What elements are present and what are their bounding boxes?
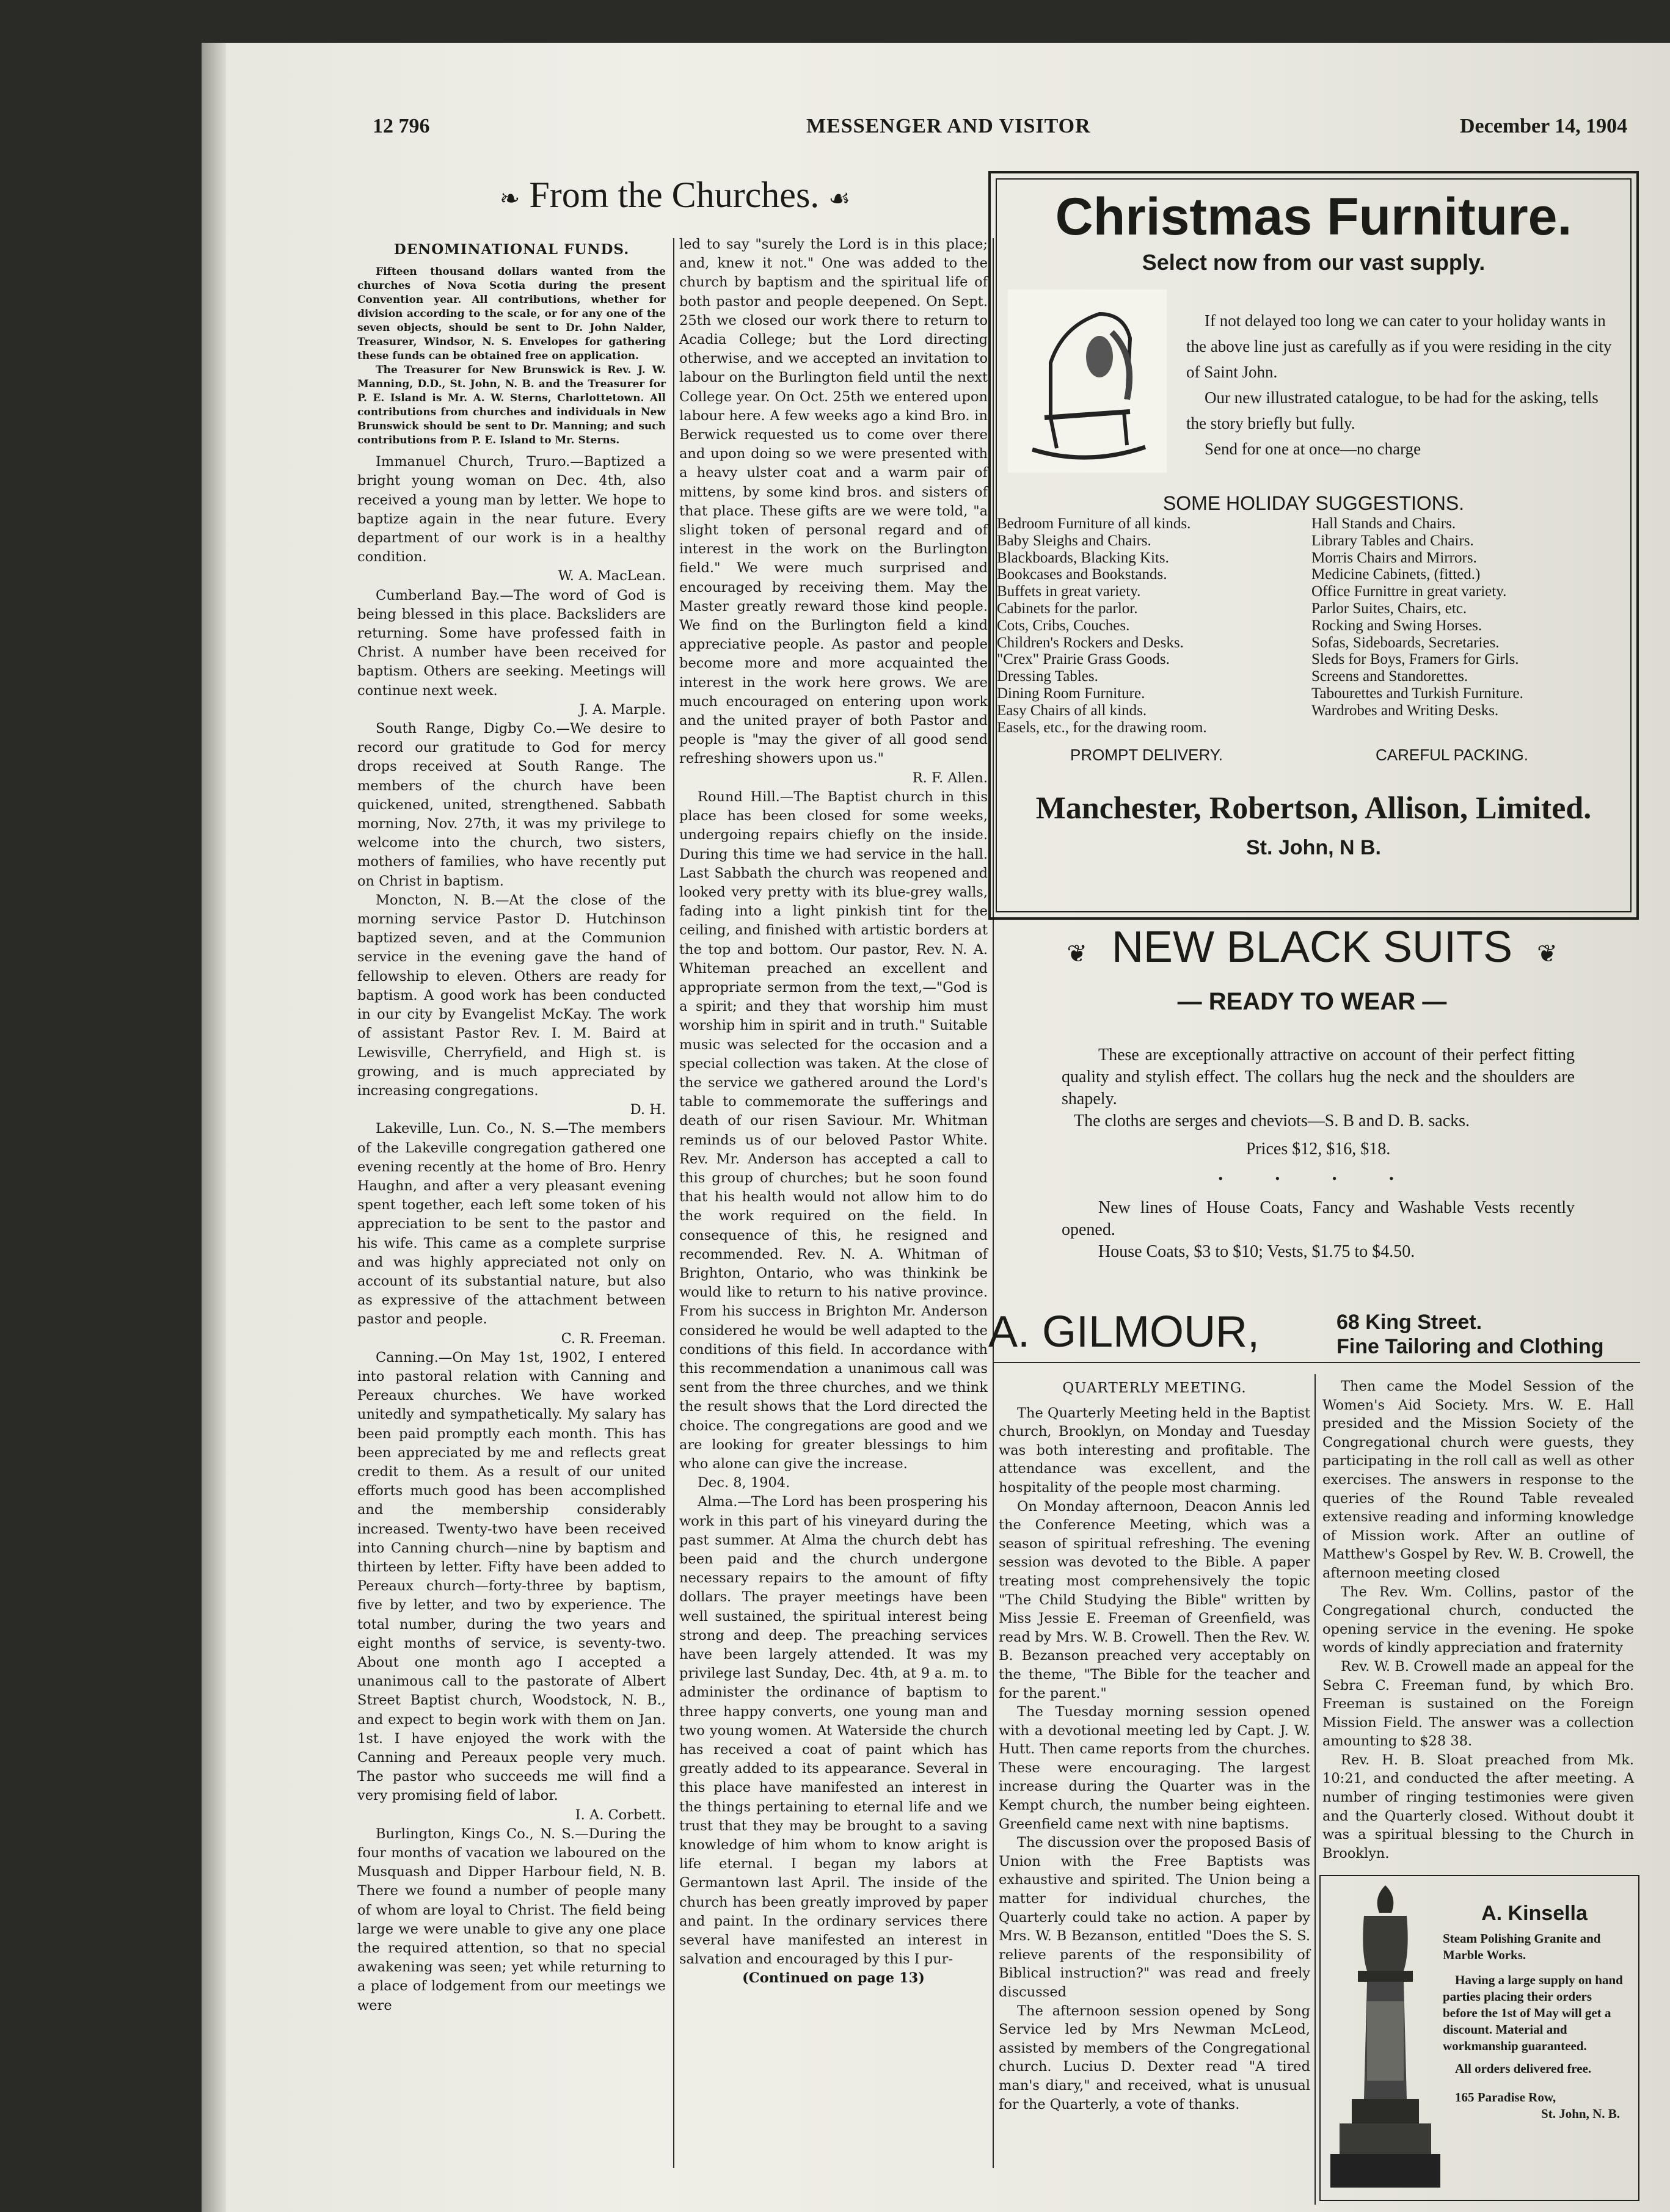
list-item: Rocking and Swing Horses. <box>1311 617 1482 634</box>
suits-divider: • • • • <box>1218 1171 1418 1186</box>
report-lakeville: Lakeville, Lun. Co., N. S.—The members of the Lakeville congregation gathered one evening recently at the home of Bro. Henry Haughn, and after a very pleasant evening spent together, each left some token of his appreciation to be sent to the pastor and his wife. This came as a complete surprise and was highly appreciated not only on account of its substantial nature, but also as expressive of the attachment between pastor and people. <box>357 1121 666 1328</box>
list-item: Wardrobes and Writing Desks. <box>1311 702 1499 719</box>
list-item: Easels, etc., for the drawing room. <box>997 719 1207 736</box>
quarterly-p3: The Tuesday morning session opened with a devotional meeting led by Capt. J. W. Hutt. Then came reports from the churches. These were encouraging. The largest increase during the Quarter was in the Kempt church, the number being eighteen. Greenfield came next with nine baptisms. <box>999 1704 1310 1832</box>
ad-title: Christmas Furniture. <box>1055 187 1572 246</box>
signature-dh: D. H. <box>630 1102 666 1118</box>
suits-subtitle: — READY TO WEAR — <box>1177 988 1447 1015</box>
list-item: Dining Room Furniture. <box>997 685 1145 702</box>
ad-black-suits <box>988 922 1636 1368</box>
quarterly-heading: QUARTERLY MEETING. <box>1062 1380 1247 1396</box>
rocking-chair-icon <box>1008 289 1167 473</box>
list-item: Bedroom Furniture of all kinds. <box>997 515 1191 532</box>
ad-body-3: Send for one at once—no charge <box>1205 440 1421 458</box>
report-alma: Alma.—The Lord has been prospering his work in this part of his vineyard during the past summer. At Alma the church debt has been paid and the church undergone necessary repairs to the amount of fifty dollars. The prayer meetings have been well sustained, the spiritual interest being strong and deep. The preaching services have been largely attended. It was my privilege last Sunday, Dec. 4th, at 9 a. m. to administer the ordinance of baptism to three happy converts, one young man and two young women. At Waterside the church has received a coat of paint which has greatly added to its appearance. Several in this place have manifested an interest in the things pertaining to eternal life and we trust that they may be brought to a saving knowledge of him whom to know aright is life eternal. I began my labors at Germantown last April. The inside of the church has been greatly improved by paper and paint. In the ordinary services there several have manifested an interest in salvation and encouraged by this I pur- <box>679 1494 988 1968</box>
list-item: Library Tables and Chairs. <box>1311 532 1474 549</box>
list-item: Parlor Suites, Chairs, etc. <box>1311 600 1467 617</box>
gilmour-name: A. GILMOUR, <box>988 1308 1260 1356</box>
suggestions-heading: SOME HOLIDAY SUGGESTIONS. <box>1162 492 1465 514</box>
list-item: Office Furnittre in great variety. <box>1311 583 1507 600</box>
quarterly-p1: The Quarterly Meeting held in the Baptist church, Brooklyn, on Monday and Tuesday was both interesting and profitable. The attendance was excellent, and the hospitality of the people most charming. <box>999 1405 1310 1496</box>
quarterly-p2: On Monday afternoon, Deacon Annis led the Conference Meeting, which was a season of spiritual refreshing. The evening session was devoted to the Bible. A paper treating most comprehensively the topic "The Child Studying the Bible" written by Miss Jessie E. Freeman of Greenfield, was read by Mrs. W. B. Crowell. Then the Rev. W. B. Bezanson preached very acceptably on the theme, "The Bible for the teacher and for the parent." <box>999 1498 1310 1701</box>
section-title: ❧ From the Churches. ☙ <box>499 175 851 215</box>
report-burlington: Burlington, Kings Co., N. S.—During the four months of vacation we laboured on the Musquash and Dipper Harbour field, N. B. There we found a number of people many of whom are loyal to Christ. The field being large we were unable to give any one place the required attention, so that no special awakening was seen; yet while returning to a place of lodgement from our meetings we were <box>357 1825 666 2014</box>
column-3 <box>999 1374 1310 2114</box>
leaf-right-icon: ❦ <box>1537 940 1558 967</box>
gilmour-address <box>1336 1310 1604 1359</box>
suits-body-4: House Coats, $3 to $10; Vests, $1.75 to $4.50. <box>1098 1242 1415 1261</box>
suggestions-left-list <box>997 515 1207 736</box>
list-item: Sleds for Boys, Framers for Girls. <box>1311 651 1519 668</box>
funds-treasurer-notice: The Treasurer for New Brunswick is Rev. J. W. Manning, D.D., St. John, N. B. and the Treasurer for P. E. Island is Mr. A. W. Sterns, Charlottetown. All contributions from churches and individuals in New Brunswick should be sent to Dr. Manning; and such contributions from P. E. Island to Mr. Sterns. <box>357 364 666 447</box>
kinsella-address-1: 165 Paradise Row, <box>1455 2090 1556 2105</box>
list-item: Cabinets for the parlor. <box>997 600 1138 617</box>
company-name: Manchester, Robertson, Allison, Limited. <box>1035 791 1592 826</box>
quarterly-p5: The afternoon session opened by Song Service led by Mrs Newman McLeod, assisted by members of the Congregational church. Lucius D. Dexter read "A tired man's diary," and received, what is unusual for the Quarterly, a vote of thanks. <box>999 2003 1310 2112</box>
kinsella-delivery: All orders delivered free. <box>1455 2061 1592 2076</box>
kinsella-body: Having a large supply on hand parties placing their orders before the 1st of May will get a discount. Material and workmanship guaranteed. <box>1443 1973 1623 2053</box>
signature-maclean: W. A. MacLean. <box>558 568 666 584</box>
prompt-delivery: PROMPT DELIVERY. <box>1070 746 1223 764</box>
list-item: Blackboards, Blacking Kits. <box>997 549 1169 566</box>
column-1 <box>357 235 666 2015</box>
list-item: Dressing Tables. <box>997 668 1098 685</box>
list-item: Children's Rockers and Desks. <box>997 634 1184 651</box>
page-number: 12 796 <box>373 115 430 137</box>
ad-body-1: If not delayed too long we can cater to your holiday wants in the above line just as carefully as if you were residing in the city of Saint John. <box>1186 311 1612 381</box>
quarterly-p7: The Rev. Wm. Collins, pastor of the Congregational church, conducted the opening service in the evening. He spoke words of kindly appreciation and fraternity <box>1322 1584 1634 1656</box>
ad-body <box>1186 308 1620 462</box>
suits-body-3: New lines of House Coats, Fancy and Washable Vests recently opened. <box>1062 1198 1575 1239</box>
suits-body <box>1062 1044 1575 1263</box>
list-item: Medicine Cabinets, (fitted.) <box>1311 566 1481 583</box>
signature-freeman: C. R. Freeman. <box>561 1330 666 1347</box>
list-item: Baby Sleighs and Chairs. <box>997 532 1151 549</box>
kinsella-address-2: St. John, N. B. <box>1541 2106 1620 2121</box>
quarterly-p8: Rev. W. B. Crowell made an appeal for the Sebra C. Freeman fund, by which Bro. Freeman is sustained on the Foreign Mission Field. The answer was a collection amounting to $28 38. <box>1322 1658 1634 1750</box>
page-header <box>202 115 1670 151</box>
list-item: Sofas, Sideboards, Secretaries. <box>1311 634 1500 651</box>
page-binding-shadow <box>202 43 226 2212</box>
column-rule-3 <box>1314 1374 1316 2205</box>
list-item: Screens and Standorettes. <box>1311 668 1468 685</box>
fleuron-right-icon: ☙ <box>828 184 851 213</box>
list-item: "Crex" Prairie Grass Goods. <box>997 651 1170 668</box>
issue-date: December 14, 1904 <box>1460 115 1628 137</box>
ad-separator <box>993 1362 1640 1363</box>
gilmour-street: 68 King Street. <box>1336 1311 1482 1334</box>
suits-body-1: These are exceptionally attractive on account of their perfect fitting quality and stylish effect. The collars hug the neck and the shoulders are shapely. <box>1062 1046 1575 1108</box>
suits-body-2: The cloths are serges and cheviots—S. B and D. B. sacks. <box>1074 1111 1470 1130</box>
leaf-left-icon: ❦ <box>1067 940 1087 967</box>
monument-icon <box>1324 1879 1446 2197</box>
funds-notice: Fifteen thousand dollars wanted from the churches of Nova Scotia during the present Convention year. All contributions, whether for division according to the scale, or for any one of the seven objects, should be sent to Dr. John Nalder, Treasurer, Windsor, N. S. Envelopes for gathering these funds can be obtained free on application. <box>357 266 666 363</box>
report-cumberland: Cumberland Bay.—The word of God is being blessed in this place. Backsliders are returning. Some have professed faith in Christ. A number have been received for baptism. Others are seeking. Meetings will continue next week. <box>357 587 666 699</box>
report-south-range: South Range, Digby Co.—We desire to record our gratitude to God for mercy drops received at South Range. The members of the church have been quickened, united, strengthened. Sabbath morning, Nov. 27th, it was my privilege to welcome into the church, two sisters, mothers of families, who have recently put on Christ in baptism. <box>357 721 666 889</box>
kinsella-works: Steam Polishing Granite and Marble Works. <box>1443 1931 1601 1962</box>
list-item: Bookcases and Bookstands. <box>997 566 1167 583</box>
company-city: St. John, N B. <box>1246 836 1381 859</box>
masthead: MESSENGER AND VISITOR <box>806 115 1091 137</box>
kinsella-name: A. Kinsella <box>1481 1902 1588 1925</box>
signature-marple: J. A. Marple. <box>579 701 666 718</box>
gilmour-tagline: Fine Tailoring and Clothing <box>1336 1335 1604 1358</box>
ad-christmas-furniture <box>988 171 1639 920</box>
list-item: Buffets in great variety. <box>997 583 1141 600</box>
date-line: Dec. 8, 1904. <box>698 1475 790 1491</box>
kinsella-text <box>1443 1902 1626 2122</box>
report-moncton: Moncton, N. B.—At the close of the morning service Pastor D. Hutchinson baptized seven, and at the Communion service in the evening gave the hand of fellowship to eleven. Others are ready for baptism. A good work has been conducted in our city by Evangelist McKay. The work of assistant Pastor Rev. I. M. Baird at Lewisville, Cherryfield, and High st. is growing, and is much appreciated by increasing congregations. <box>357 892 666 1099</box>
suits-title: ❦ NEW BLACK SUITS ❦ <box>1067 923 1558 972</box>
column-rule-1 <box>673 238 674 2168</box>
report-round-hill: Round Hill.—The Baptist church in this place has been closed for some weeks, undergoing repairs chiefly on the inside. During this time we had service in the hall. Last Sabbath the church was reopened and looked very pretty with its blue-grey walls, fading into a light pinkish tint for the ceiling, and finished with artistic borders at the top and bottom. Our pastor, Rev. N. A. Whiteman preached an excellent and appropriate sermon from the text,—"God is a spirit; and they that worship him must worship him in spirit and in truth." Suitable music was selected for the occasion and a special collection was taken. At the close of the service we gathered around the Lord's table to commemorate the sufferings and death of our risen Saviour. Mr. Whitman reminds us of our beloved Pastor White. Rev. Mr. Anderson has accepted a call to this group of churches; but he soon found that his health would not allow him to do the work required on the field. In consequence of this, he resigned and recommended. Rev. N. A. Whitman of Brighton, Ontario, who was thinkink be would like to return to his native province. From his success in Brighton Mr. Anderson considered he would be well adapted to the conditions of this field. In accordance with this recommendation a unanimous call was sent from the three churches, and we think the result shows that the Lord directed the choice. The congregations are good and we are looking for greater blessings to him who alone can give the increase. <box>679 788 988 1472</box>
funds-heading: DENOMINATIONAL FUNDS. <box>393 241 630 258</box>
signature-allen: R. F. Allen. <box>912 769 988 786</box>
list-item: Tabourettes and Turkish Furniture. <box>1311 685 1523 702</box>
continued-note: (Continued on page 13) <box>742 1970 925 1987</box>
list-item: Cots, Cribs, Couches. <box>997 617 1130 634</box>
fleuron-left-icon: ❧ <box>499 184 520 213</box>
newspaper-page <box>202 43 1670 2212</box>
suits-prices: Prices $12, $16, $18. <box>1245 1140 1391 1159</box>
column-2 <box>679 235 988 1988</box>
ad-body-2: Our new illustrated catalogue, to be had for the asking, tells the story briefly but fully. <box>1186 388 1599 432</box>
report-immanuel: Immanuel Church, Truro.—Baptized a bright young woman on Dec. 4th, also received a young man by letter. We hope to baptize again in the near future. Every department of our work is in a healthy condition. <box>357 454 666 566</box>
ad-kinsella <box>1319 1875 1639 2201</box>
signature-corbett: I. A. Corbett. <box>575 1806 666 1823</box>
list-item: Easy Chairs of all kinds. <box>997 702 1147 719</box>
list-item: Morris Chairs and Mirrors. <box>1311 549 1477 566</box>
quarterly-p6: Then came the Model Session of the Women's Aid Society. Mrs. W. E. Hall presided and the Mission Society of the Congregational church were guests, they participating in the roll call as well as other exercises. The answers in response to the queries of the Round Table revealed extensive reading and informing knowledge of Mission work. After an outline of Matthew's Gospel by Rev. W. B. Crowell, the afternoon meeting closed <box>1322 1378 1634 1581</box>
careful-packing: CAREFUL PACKING. <box>1376 746 1528 764</box>
ad-subtitle: Select now from our vast supply. <box>1142 250 1486 275</box>
report-canning: Canning.—On May 1st, 1902, I entered into pastoral relation with Canning and Pereaux churches. We have worked unitedly and sympathetically. My salary has been paid promptly each month. This has been appreciated by me and reflects great credit to them. As a result of our united efforts much good has been accomplished and the membership considerably increased. Twenty-two have been received into Canning church—nine by baptism and thirteen by letter. Fifty have been added to Pereaux church—forty-three by baptism, five by letter, and two by experience. The total number, during the two years and eight months of service, is seventy-two. About one month ago I accepted a unanimous call to the pastorate of Albert Street Baptist church, Woodstock, N. B., and expect to begin work with them on Jan. 1st. I have enjoyed the work with the Canning and Pereaux people very much. The pastor who succeeds me will find a very promising field of labor. <box>357 1349 666 1804</box>
quarterly-p9: Rev. H. B. Sloat preached from Mk. 10:21, and conducted the after meeting. A number of ringing testimonies were given and the Quarterly closed. Without doubt it was a spiritual blessing to the Church in Brooklyn. <box>1322 1752 1634 1861</box>
suggestions-right-list <box>1311 515 1523 719</box>
column-4 <box>1322 1377 1634 1863</box>
report-burlington-cont: led to say "surely the Lord is in this place; and, knew it not." One was added to the church by baptism and the spiritual life of both pastor and people deepened. On Sept. 25th we closed our work there to return to Acadia College; but the Lord directing otherwise, and we accepted an invitation to labour on the Burlington field until the next College year. On Oct. 25th we entered upon labour here. A few weeks ago a kind Bro. in Berwick requested us to come over there and upon doing so we were presented with a heavy ulster coat and a warm pair of mittens, by some kind bros. and sisters of that place. These gifts are we were told, "a slight token of personal regard and of interest in the work on the Burlington field." We were much surprised and encouraged by receiving them. May the Master greatly reward those kind people. We find on the Burlington field a kind appreciative people. As pastor and people become more and more acquainted the interest in the work here grows. We are much encouraged on entering upon work and the united prayer of both Pastor and people is "may the giver of all good send refreshing showers upon us." <box>679 236 988 767</box>
quarterly-p4: The discussion over the proposed Basis of Union with the Free Baptists was exhaustive and spirited. The Union being a matter for individual churches, the Quarterly could take no action. A paper by Mrs. W. B Bezanson, entitled "Does the S. S. relieve parents of the responsibility of Biblical instruction?" was read and freely discussed <box>999 1835 1310 2000</box>
list-item: Hall Stands and Chairs. <box>1311 515 1456 532</box>
